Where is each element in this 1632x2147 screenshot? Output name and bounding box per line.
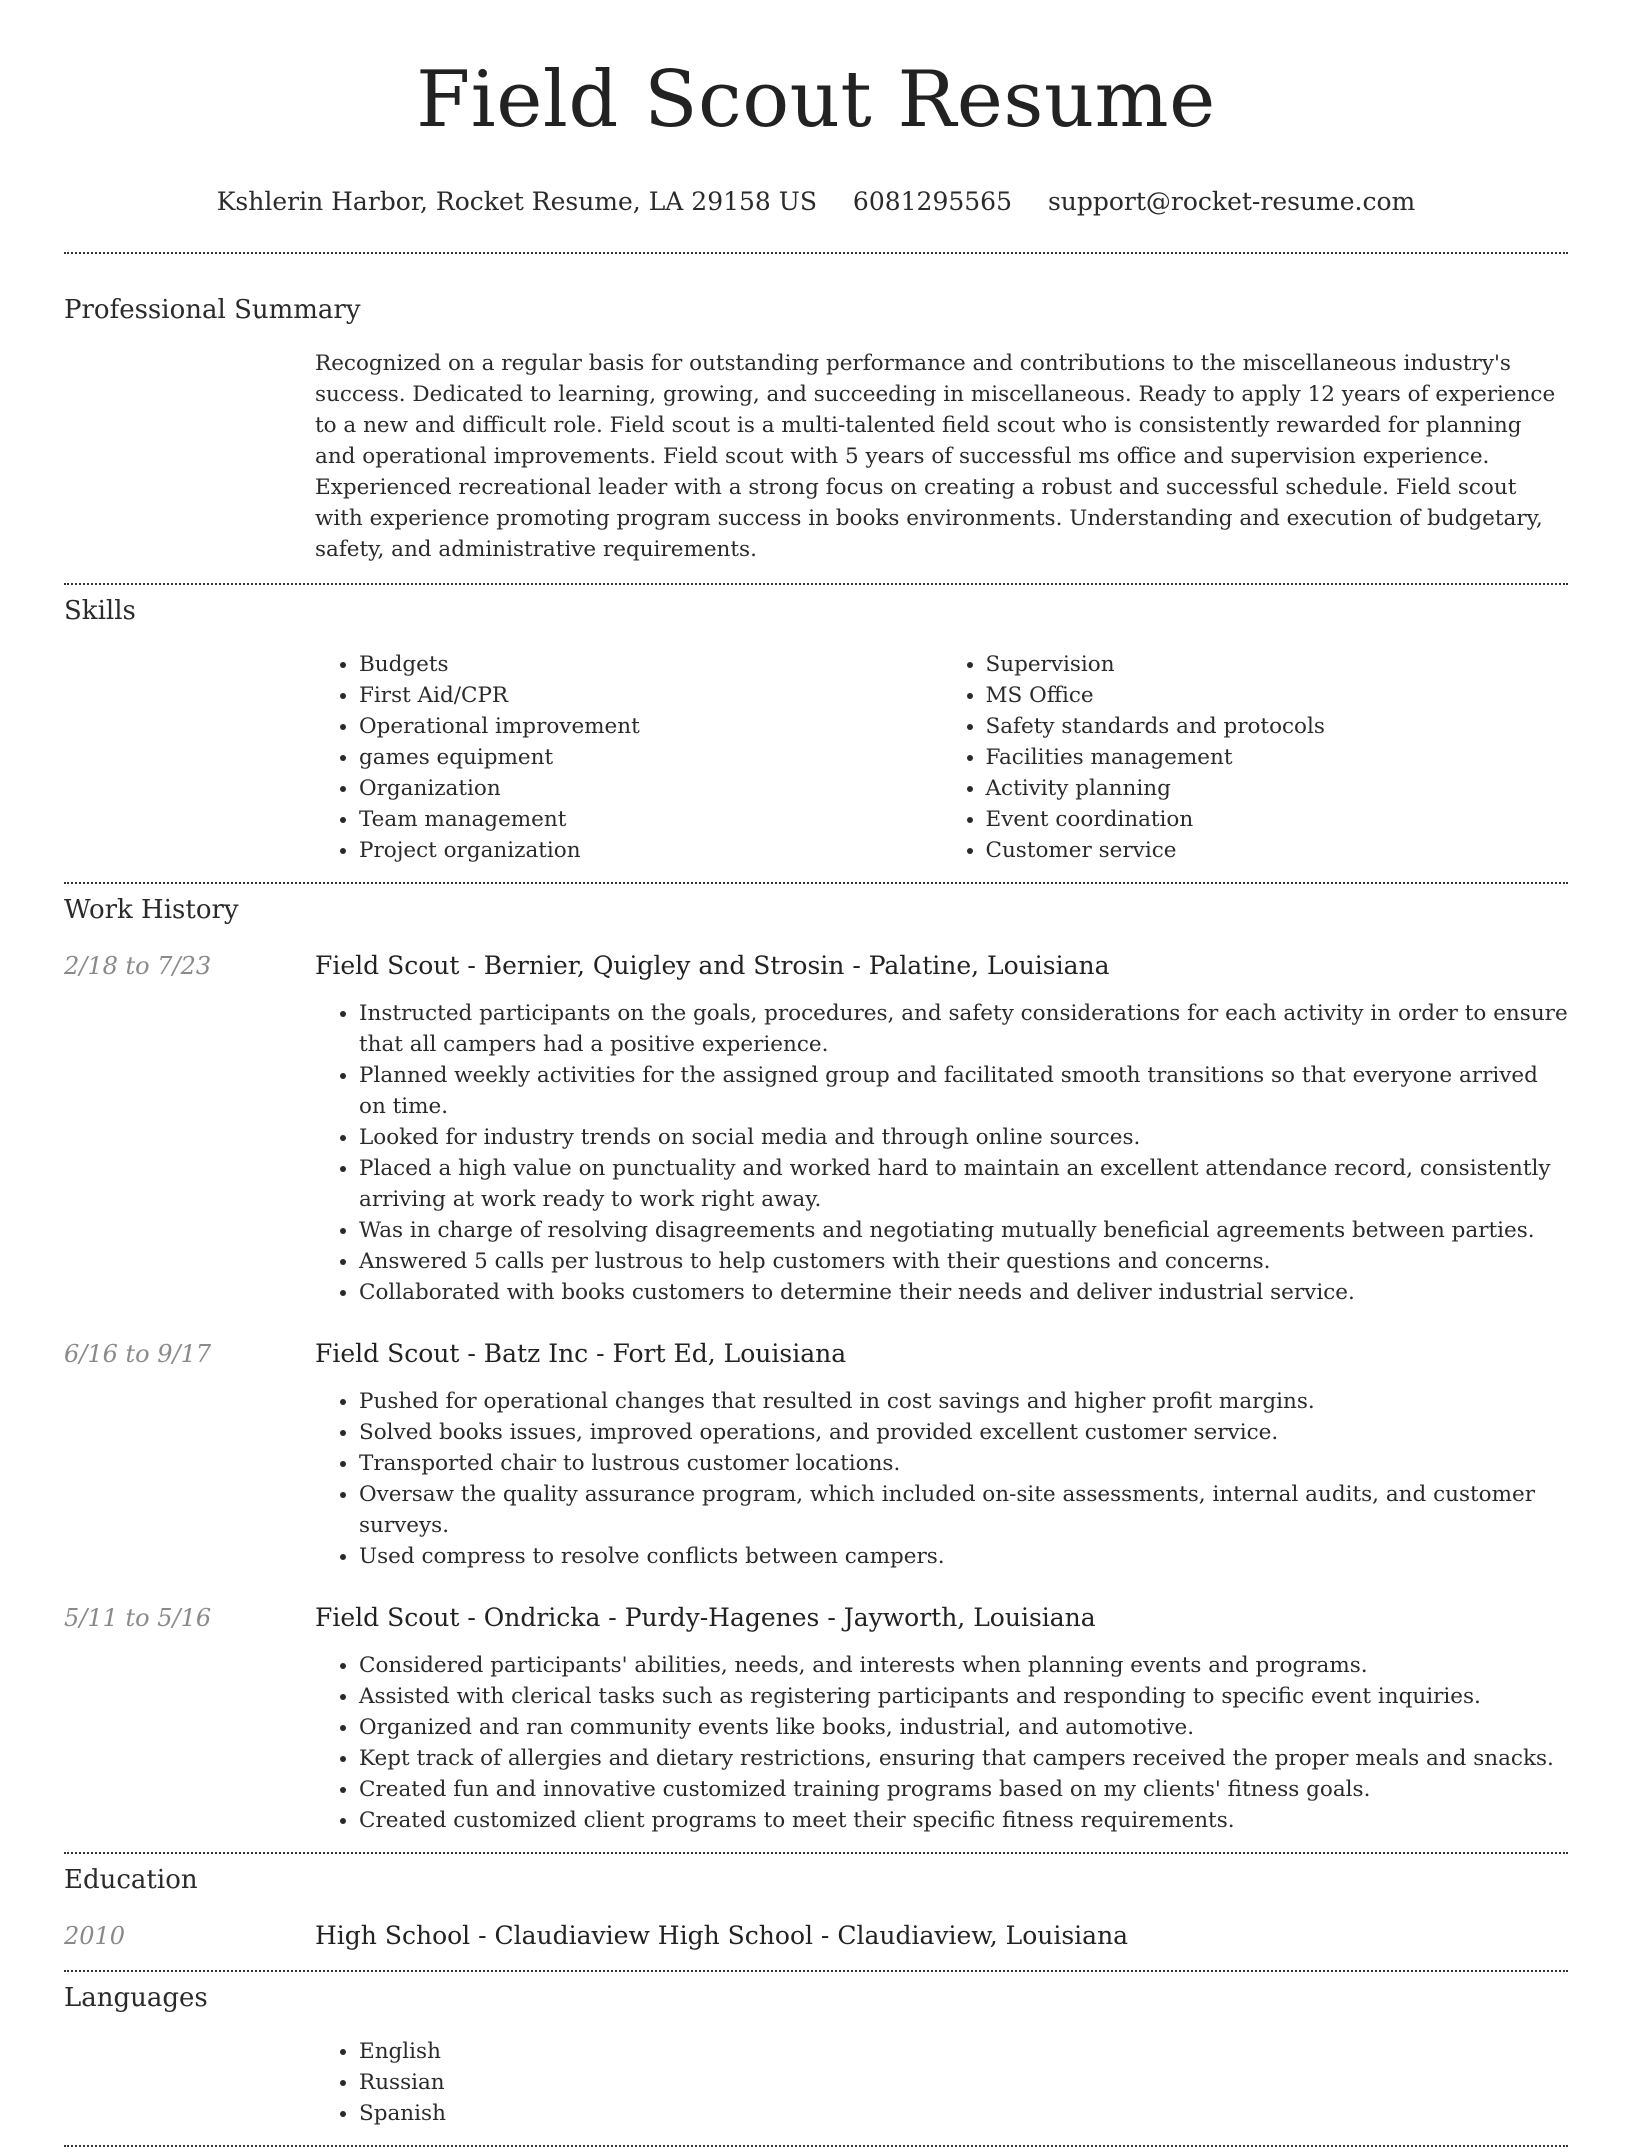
job-header (64, 950, 1568, 982)
job-bullet: • Created customized client programs to meet their specific fitness requirements. (359, 1805, 1568, 1836)
skill-item: • Safety standards and protocols (986, 711, 1569, 742)
job-bullets (315, 998, 1568, 1308)
section-heading-languages: Languages (64, 1983, 208, 2013)
skill-item: • Facilities management (986, 742, 1569, 773)
skill-item: • Organization (359, 773, 942, 804)
education-entry (64, 1920, 1568, 1952)
languages-section (64, 1972, 1568, 2129)
skill-item: • Supervision (986, 649, 1569, 680)
skill-item: • Project organization (359, 835, 942, 866)
section-heading-education: Education (64, 1865, 198, 1895)
job-bullet: • Instructed participants on the goals, procedures, and safety considerations for each activity in order to ensure that all campers had a positive experience. (359, 998, 1568, 1060)
job-header (64, 1338, 1568, 1370)
education-year: 2010 (64, 1922, 126, 1950)
phone-text: 6081295565 (852, 187, 1012, 216)
language-item: • English (359, 2036, 1568, 2067)
skill-item: • Event coordination (986, 804, 1569, 835)
work-history-section (64, 884, 1568, 1836)
job-bullet: • Created fun and innovative customized training programs based on my clients' fitness goals. (359, 1774, 1568, 1805)
job-entry (64, 1602, 1568, 1836)
section-heading-summary: Professional Summary (64, 295, 361, 325)
job-bullet: • Placed a high value on punctuality and worked hard to maintain an excellent attendance record, consistently arriving at work ready to work right away. (359, 1153, 1568, 1215)
job-dates: 5/11 to 5/16 (64, 1604, 212, 1632)
job-bullet: • Was in charge of resolving disagreements and negotiating mutually beneficial agreements between parties. (359, 1215, 1568, 1246)
skill-item: • Customer service (986, 835, 1569, 866)
job-dates: 6/16 to 9/17 (64, 1340, 212, 1368)
skill-item: • games equipment (359, 742, 942, 773)
skills-column-left (315, 649, 942, 866)
skill-item: • Operational improvement (359, 711, 942, 742)
skill-item: • MS Office (986, 680, 1569, 711)
education-title: High School - Claudiaview High School - Claudiaview, Louisiana (315, 1921, 1129, 1950)
job-entry (64, 1338, 1568, 1572)
job-bullet: • Planned weekly activities for the assigned group and facilitated smooth transitions so that everyone arrived on time. (359, 1060, 1568, 1122)
section-heading-work-history: Work History (64, 895, 239, 925)
skill-item: • First Aid/CPR (359, 680, 942, 711)
job-title: Field Scout - Batz Inc - Fort Ed, Louisiana (315, 1339, 847, 1368)
job-dates: 2/18 to 7/23 (64, 952, 212, 980)
language-item: • Russian (359, 2067, 1568, 2098)
languages-list (315, 2036, 1568, 2129)
language-item: • Spanish (359, 2098, 1568, 2129)
job-title: Field Scout - Ondricka - Purdy-Hagenes - Jayworth, Louisiana (315, 1603, 1096, 1632)
job-entry (64, 950, 1568, 1308)
job-bullet: • Organized and ran community events like books, industrial, and automotive. (359, 1712, 1568, 1743)
job-bullet: • Considered participants' abilities, needs, and interests when planning events and programs. (359, 1650, 1568, 1681)
job-bullets (315, 1386, 1568, 1572)
summary-text: Recognized on a regular basis for outstanding performance and contributions to the miscellaneous industry's success. Dedicated to learning, growing, and succeeding in miscellaneous. Ready to apply 12 years of experience to a new and difficult role. Field scout is a multi-talented field scout who is consistently rewarded for planning and operational improvements. Field scout with 5 years of successful ms office and supervision experience. Experienced recreational leader with a strong focus on creating a robust and successful schedule. Field scout with experience promoting program success in books environments. Understanding and execution of budgetary, safety, and administrative requirements. (315, 351, 1556, 562)
job-bullet: • Answered 5 calls per lustrous to help customers with their questions and concerns. (359, 1246, 1568, 1277)
job-bullet: • Pushed for operational changes that resulted in cost savings and higher profit margins. (359, 1386, 1568, 1417)
contact-line (64, 186, 1568, 218)
job-bullet: • Solved books issues, improved operations, and provided excellent customer service. (359, 1417, 1568, 1448)
job-bullet: • Collaborated with books customers to determine their needs and deliver industrial service. (359, 1277, 1568, 1308)
skills-list (315, 649, 1568, 866)
job-title: Field Scout - Bernier, Quigley and Strosin - Palatine, Louisiana (315, 951, 1110, 980)
skills-column-right (942, 649, 1569, 866)
page-title: Field Scout Resume (416, 55, 1216, 145)
skill-item: • Budgets (359, 649, 942, 680)
summary-section (64, 254, 1568, 565)
job-bullet: • Assisted with clerical tasks such as registering participants and responding to specific event inquiries. (359, 1681, 1568, 1712)
job-bullets (315, 1650, 1568, 1836)
section-heading-skills: Skills (64, 596, 136, 626)
job-bullet: • Used compress to resolve conflicts between campers. (359, 1541, 1568, 1572)
email-text: support@rocket-resume.com (1047, 187, 1416, 216)
job-header (64, 1602, 1568, 1634)
job-bullet: • Looked for industry trends on social media and through online sources. (359, 1122, 1568, 1153)
skills-section (64, 585, 1568, 866)
address-text: Kshlerin Harbor, Rocket Resume, LA 29158 US (216, 187, 817, 216)
skill-item: • Activity planning (986, 773, 1569, 804)
job-bullet: • Oversaw the quality assurance program, which included on-site assessments, internal audits, and customer surveys. (359, 1479, 1568, 1541)
skill-item: • Team management (359, 804, 942, 835)
job-bullet: • Kept track of allergies and dietary restrictions, ensuring that campers received the proper meals and snacks. (359, 1743, 1568, 1774)
job-bullet: • Transported chair to lustrous customer locations. (359, 1448, 1568, 1479)
education-section (64, 1854, 1568, 1952)
